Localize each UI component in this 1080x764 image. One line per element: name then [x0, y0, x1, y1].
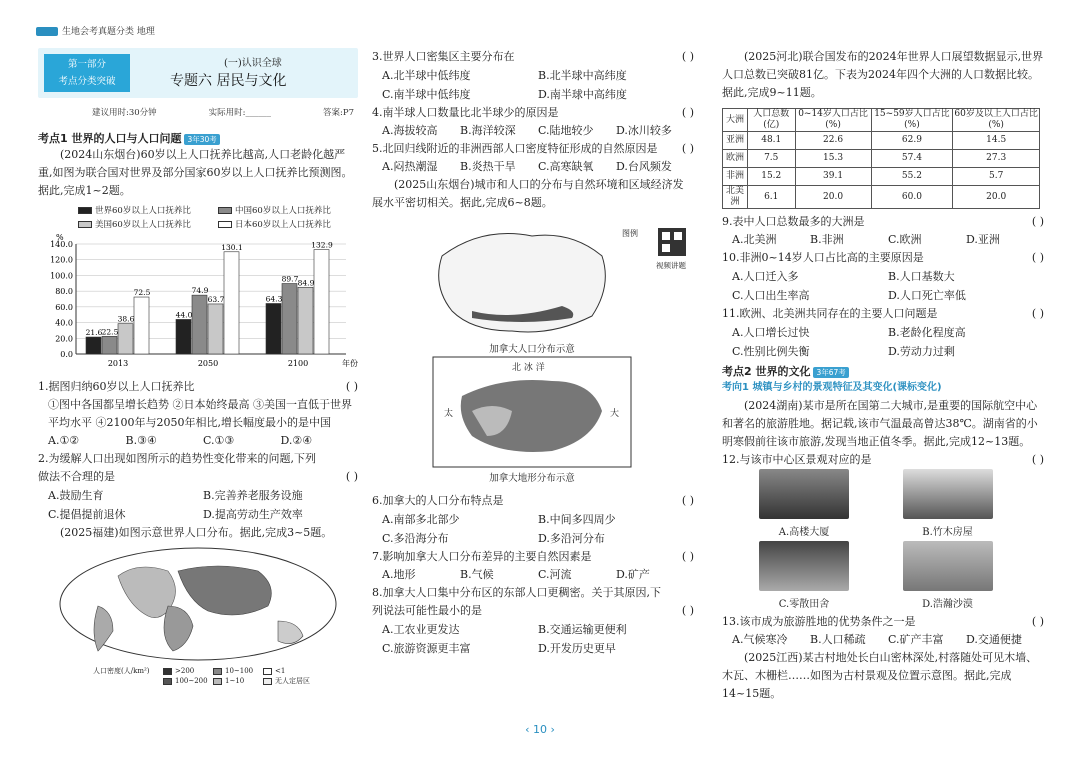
q-bracket: ( ): [345, 380, 358, 393]
meta-row: [38, 106, 358, 118]
q-bracket: ( ): [1031, 307, 1044, 320]
option: B.炎热干旱: [460, 160, 516, 173]
intro-14: (2025江西)某古村地处长白山密林深处,村落随处可见木墙、木瓦、木栅栏……如图为古村景观及位置示意图。据此,完成14~15题。: [722, 651, 1038, 700]
table-cell: 55.2: [871, 168, 953, 186]
data-label: 63.7: [207, 294, 225, 304]
table-cell: 7.5: [747, 150, 795, 168]
bar: [102, 336, 117, 354]
option: C.旅游资源更丰富: [382, 642, 471, 655]
option: A.地形: [382, 568, 416, 581]
table-row: [723, 150, 1040, 168]
legend-title: 人口密度(人/km²): [93, 667, 150, 675]
legend-item: [163, 676, 213, 686]
q5-options: [372, 158, 694, 176]
table-header-cell: 人口总数(亿): [747, 109, 795, 132]
q10-options: [722, 267, 1044, 305]
question-13: [722, 613, 1044, 631]
q-bracket: ( ): [681, 50, 694, 63]
legend-swatch: [218, 221, 232, 228]
ocean-label: 大: [610, 409, 620, 419]
q-stem: 8.加拿大人口集中分布区的东部人口更稠密。关于其原因,下列说法可能性最小的是: [372, 586, 661, 617]
header-text: 生地会考真题分类 地理: [62, 27, 155, 37]
kaodian-title: 考点2 世界的文化: [722, 365, 811, 378]
data-label: 21.6: [85, 328, 103, 338]
photo-bamboo-house: [903, 469, 993, 519]
option: A.工农业更发达: [382, 623, 460, 636]
data-label: 22.5: [101, 327, 119, 337]
table-header: [723, 109, 1040, 132]
photo-skyscrapers: [759, 469, 849, 519]
q-stem: 7.影响加拿大人口分布差异的主要自然因素是: [372, 550, 592, 563]
q-stem: 6.加拿大的人口分布特点是: [372, 494, 504, 507]
page-number-text: 10: [533, 723, 547, 736]
data-label: 89.7: [281, 274, 299, 284]
q4-options: [372, 122, 694, 140]
bar: [192, 295, 207, 354]
option: B.人口基数大: [888, 270, 955, 283]
table-row: [723, 168, 1040, 186]
q-stem: 11.欧洲、北美洲共同存在的主要人口问题是: [722, 307, 938, 320]
bar: [298, 287, 313, 354]
y-tick-label: 80.0: [55, 287, 73, 297]
legend-swatch: [78, 221, 92, 228]
page-number: ‹ 10 ›: [525, 723, 555, 736]
q9-options: [722, 231, 1044, 249]
part-badge: [44, 54, 130, 92]
option: A.北美洲: [732, 233, 777, 246]
option: D.多沿河分布: [538, 532, 605, 545]
option: D.人口死亡率低: [888, 289, 966, 302]
option: C.零散田舍: [778, 599, 830, 610]
y-tick-label: 120.0: [50, 255, 73, 265]
data-label: 72.5: [133, 288, 151, 298]
option: A.海拔较高: [382, 124, 438, 137]
question-7: [372, 548, 694, 566]
legend-item: [263, 666, 313, 676]
q3-options: [372, 66, 694, 104]
column-middle: [372, 48, 694, 658]
option: C.人口出生率高: [732, 289, 810, 302]
table-cell: 欧洲: [723, 150, 748, 168]
option: D.亚洲: [966, 233, 1000, 246]
table-cell: 48.1: [747, 132, 795, 150]
q-stem: 1.据图归纳60岁以上人口抚养比: [38, 380, 195, 393]
canada-population-map: [372, 216, 694, 356]
q8-options: [372, 620, 694, 658]
banner-subtitle: (一)认识全球: [224, 58, 282, 69]
option: C.①③: [203, 434, 235, 447]
legend-label: 世界60岁以上人口抚养比: [95, 206, 191, 216]
x-tick-label: 2013: [107, 359, 129, 368]
part-label-2: 考点分类突破: [58, 76, 116, 87]
q7-options: [372, 566, 694, 584]
question-9: [722, 213, 1044, 231]
option: C.提倡提前退休: [48, 508, 126, 521]
photo-desert: [903, 541, 993, 591]
legend-label: 美国60岁以上人口抚养比: [95, 220, 191, 230]
option: D.浩瀚沙漠: [922, 599, 973, 610]
q11-options: [722, 323, 1044, 361]
option: C.多沿海分布: [382, 532, 449, 545]
option: A.北半球中低纬度: [382, 69, 471, 82]
data-label: 132.9: [311, 240, 333, 250]
table-cell: 39.1: [795, 168, 871, 186]
kaodian-title: 考点1 世界的人口与人口问题: [38, 132, 182, 145]
legend-item: [163, 666, 213, 676]
legend-text: <1: [275, 667, 286, 675]
option: D.开发历史更早: [538, 642, 616, 655]
data-label: 74.9: [191, 286, 209, 296]
q2-options: [38, 486, 358, 524]
q-stem: 4.南半球人口数量比北半球少的原因是: [372, 106, 559, 119]
q-stem: 2.为缓解人口出现如图所示的趋势性变化带来的问题,下列做法不合理的是: [38, 452, 316, 483]
option: D.矿产: [616, 568, 650, 581]
option: B.交通运输更便利: [538, 623, 627, 636]
q-stem: 12.与该市中心区景观对应的是: [722, 453, 872, 466]
q1-options: [38, 432, 358, 450]
question-1: [38, 378, 358, 396]
bar-chart: [38, 230, 358, 375]
q13-options: [722, 631, 1044, 649]
table-header-cell: 15~59岁人口占比(%): [871, 109, 953, 132]
map2-legend: 图例: [622, 229, 638, 238]
table-cell: 北美洲: [723, 186, 748, 209]
table-cell: 62.9: [871, 132, 953, 150]
photo-option-c: [734, 541, 874, 613]
table-cell: 27.3: [953, 150, 1040, 168]
column-right: [722, 48, 1044, 703]
option: D.提高劳动生产效率: [203, 508, 303, 521]
data-label: 130.1: [221, 242, 243, 252]
option: A.人口迁入多: [732, 270, 799, 283]
column-left: [38, 48, 358, 686]
data-label: 38.6: [117, 314, 135, 324]
table-cell: 5.7: [953, 168, 1040, 186]
map3-caption: 加拿大地形分布示意: [489, 473, 575, 484]
legend-label: 日本60岁以上人口抚养比: [235, 220, 331, 230]
option: B.竹木房屋: [922, 527, 973, 538]
suggested-time: 建议用时:30分钟: [92, 108, 157, 118]
table-cell: 14.5: [953, 132, 1040, 150]
option: B.③④: [125, 434, 157, 447]
table-header-cell: 大洲: [723, 109, 748, 132]
option: D.南半球中高纬度: [538, 88, 627, 101]
question-6: [372, 492, 694, 510]
bar: [282, 284, 297, 354]
bar: [86, 337, 101, 354]
option: A.高楼大厦: [778, 527, 830, 538]
legend-text: 100~200: [175, 677, 208, 685]
q-bracket: ( ): [681, 142, 694, 155]
question-5: [372, 140, 694, 158]
legend-text: 无人定居区: [275, 677, 310, 685]
q-bracket: ( ): [681, 106, 694, 119]
legend-label: 中国60岁以上人口抚养比: [235, 206, 331, 216]
question-4: [372, 104, 694, 122]
kaodian-tag: 3年67考: [813, 367, 848, 378]
legend-entry: [78, 218, 218, 230]
y-tick-label: 100.0: [50, 271, 73, 281]
y-tick-label: 140.0: [50, 240, 73, 249]
bar: [224, 252, 239, 354]
table-row: [723, 132, 1040, 150]
table-cell: 非洲: [723, 168, 748, 186]
legend-swatch: [218, 207, 232, 214]
option: C.性别比例失衡: [732, 345, 810, 358]
option: B.北半球中高纬度: [538, 69, 627, 82]
bar: [208, 304, 223, 354]
legend-entry: [78, 204, 218, 216]
option: C.南半球中低纬度: [382, 88, 471, 101]
q-bracket: ( ): [1031, 215, 1044, 228]
intro-3: (2025福建)如图示意世界人口分布。据此,完成3~5题。: [60, 526, 333, 539]
photo-farmhouse: [759, 541, 849, 591]
option: D.交通便捷: [966, 633, 1022, 646]
q-stem: 9.表中人口总数最多的大洲是: [722, 215, 865, 228]
q-stem: 3.世界人口密集区主要分布在: [372, 50, 515, 63]
data-label: 64.3: [265, 294, 283, 304]
option: B.中间多四周少: [538, 513, 616, 526]
table-cell: 20.0: [953, 186, 1040, 209]
table-cell: 亚洲: [723, 132, 748, 150]
data-label: 44.0: [175, 310, 193, 320]
question-10: [722, 249, 1044, 267]
brand-logo: [36, 27, 58, 36]
legend-swatch: [78, 207, 92, 214]
bar: [266, 303, 281, 354]
legend-text: 10~100: [225, 667, 254, 675]
table-cell: 57.4: [871, 150, 953, 168]
intro-1: (2024山东烟台)60岁以上人口抚养比越高,人口老龄化越严重,如图为联合国对世界及部分国家60岁以上人口抚养比预测图。据此,完成1~2题。: [38, 148, 353, 197]
table-row: [723, 186, 1040, 209]
kaoxiang-1: 考向1 城镇与乡村的景观特征及其变化(课标变化): [722, 382, 942, 393]
q-stem: 5.北回归线附近的非洲西部人口密度特征形成的自然原因是: [372, 142, 658, 155]
legend-item: [213, 676, 263, 686]
option: D.②④: [280, 434, 313, 447]
world-map-figure: [58, 546, 338, 666]
chart-legend: [78, 204, 358, 230]
option: A.①②: [48, 434, 80, 447]
q-bracket: ( ): [1031, 251, 1044, 264]
bar: [176, 319, 191, 354]
y-tick-label: 20.0: [55, 334, 73, 344]
canada-map-figure: [372, 216, 692, 341]
legend-item: [263, 676, 313, 686]
map-legend: [93, 666, 358, 686]
photo-option-b: [878, 469, 1018, 541]
option: B.非洲: [810, 233, 844, 246]
intro-9: (2025河北)联合国发布的2024年世界人口展望数据显示,世界人口总数已突破81亿。下表为2024年四个大洲的人口数据比较。据此,完成9~11题。: [722, 50, 1044, 99]
option: C.高寒缺氧: [538, 160, 594, 173]
option: B.气候: [460, 568, 494, 581]
q1-statements: ①图中各国都呈增长趋势 ②日本始终最高 ③美国一直低于世界平均水平 ④2100年与2050年相比,增长幅度最小的是中国: [48, 398, 352, 429]
world-population-map: [58, 546, 338, 666]
x-tick-label: 2100: [287, 359, 309, 368]
part-label: 第一部分: [67, 59, 106, 70]
y-tick-label: 0.0: [60, 350, 73, 359]
photo-options: [722, 469, 1044, 613]
option: A.鼓励生育: [48, 489, 104, 502]
table-cell: 15.3: [795, 150, 871, 168]
intro-12: (2024湖南)某市是所在国第二大城市,是重要的国际航空中心和著名的旅游胜地。据记载,该市气温最高曾达38℃。湖南省的小明寒假前往该市旅游,发现当地正值冬季。据此,完成12~13题。: [722, 399, 1038, 448]
legend-entry: [218, 204, 358, 216]
topic-banner: [38, 48, 358, 98]
q-bracket: ( ): [1031, 453, 1044, 466]
photo-option-a: [734, 469, 874, 541]
map2-caption: 加拿大人口分布示意: [489, 344, 575, 355]
question-11: [722, 305, 1044, 323]
y-axis-label: %: [56, 233, 64, 242]
kaodian-1: [38, 130, 358, 146]
kaodian-2: [722, 363, 1044, 379]
intro-6: (2025山东烟台)城市和人口的分布与自然环境和区域经济发展水平密切相关。据此,完成6~8题。: [372, 178, 684, 209]
x-tick-label: 2050: [197, 359, 219, 368]
q-stem: 13.该市成为旅游胜地的优势条件之一是: [722, 615, 916, 628]
option: C.河流: [538, 568, 572, 581]
option: B.完善养老服务设施: [203, 489, 303, 502]
legend-entry: [218, 218, 358, 230]
option: D.劳动力过剩: [888, 345, 955, 358]
q-bracket: ( ): [1031, 615, 1044, 628]
question-3: [372, 48, 694, 66]
option: A.气候寒冷: [732, 633, 788, 646]
data-label: 84.9: [297, 278, 315, 288]
option: B.海洋较深: [460, 124, 516, 137]
ocean-label: 北 冰 洋: [512, 363, 545, 373]
canada-terrain-map: [432, 356, 632, 486]
q6-options: [372, 510, 694, 548]
page-header: [36, 24, 155, 38]
table-header-cell: 0~14岁人口占比(%): [795, 109, 871, 132]
q-bracket: ( ): [681, 550, 694, 563]
table-body: [723, 132, 1040, 209]
bar: [314, 250, 329, 354]
table-cell: 22.6: [795, 132, 871, 150]
actual-time: 实际用时:______: [208, 108, 272, 118]
legend-text: 1~10: [225, 677, 245, 685]
option: D.冰川较多: [616, 124, 672, 137]
population-table: [722, 108, 1040, 209]
question-8: [372, 584, 694, 620]
option: A.人口增长过快: [732, 326, 810, 339]
kaodian-tag: 3年30考: [184, 134, 219, 145]
option: C.欧洲: [888, 233, 922, 246]
table-cell: 6.1: [747, 186, 795, 209]
option: C.陆地较少: [538, 124, 594, 137]
q-bracket: ( ): [345, 470, 358, 483]
legend-text: >200: [175, 667, 195, 675]
qr-label: 视频讲题: [656, 261, 686, 270]
x-axis-label: 年份: [342, 359, 358, 368]
table-cell: 20.0: [795, 186, 871, 209]
bar: [134, 297, 149, 354]
option: D.台风频发: [616, 160, 672, 173]
option: B.人口稀疏: [810, 633, 866, 646]
ocean-label: 太: [444, 409, 454, 419]
table-cell: 15.2: [747, 168, 795, 186]
photo-option-d: [878, 541, 1018, 613]
option: B.老龄化程度高: [888, 326, 966, 339]
y-tick-label: 60.0: [55, 302, 73, 312]
option: A.闷热潮湿: [382, 160, 438, 173]
q-bracket: ( ): [681, 604, 694, 617]
y-tick-label: 40.0: [55, 318, 73, 328]
legend-item: [213, 666, 263, 676]
option: A.南部多北部少: [382, 513, 460, 526]
q-stem: 10.非洲0~14岁人口占比高的主要原因是: [722, 251, 924, 264]
table-header-cell: 60岁及以上人口占比(%): [954, 109, 1038, 130]
option: C.矿产丰富: [888, 633, 944, 646]
question-12: [722, 451, 1044, 469]
question-2: [38, 450, 358, 486]
answer-ref: 答案:P7: [323, 108, 354, 118]
banner-title: 专题六 居民与文化: [170, 73, 287, 89]
table-cell: 60.0: [871, 186, 953, 209]
bar: [118, 324, 133, 354]
q-bracket: ( ): [681, 494, 694, 507]
